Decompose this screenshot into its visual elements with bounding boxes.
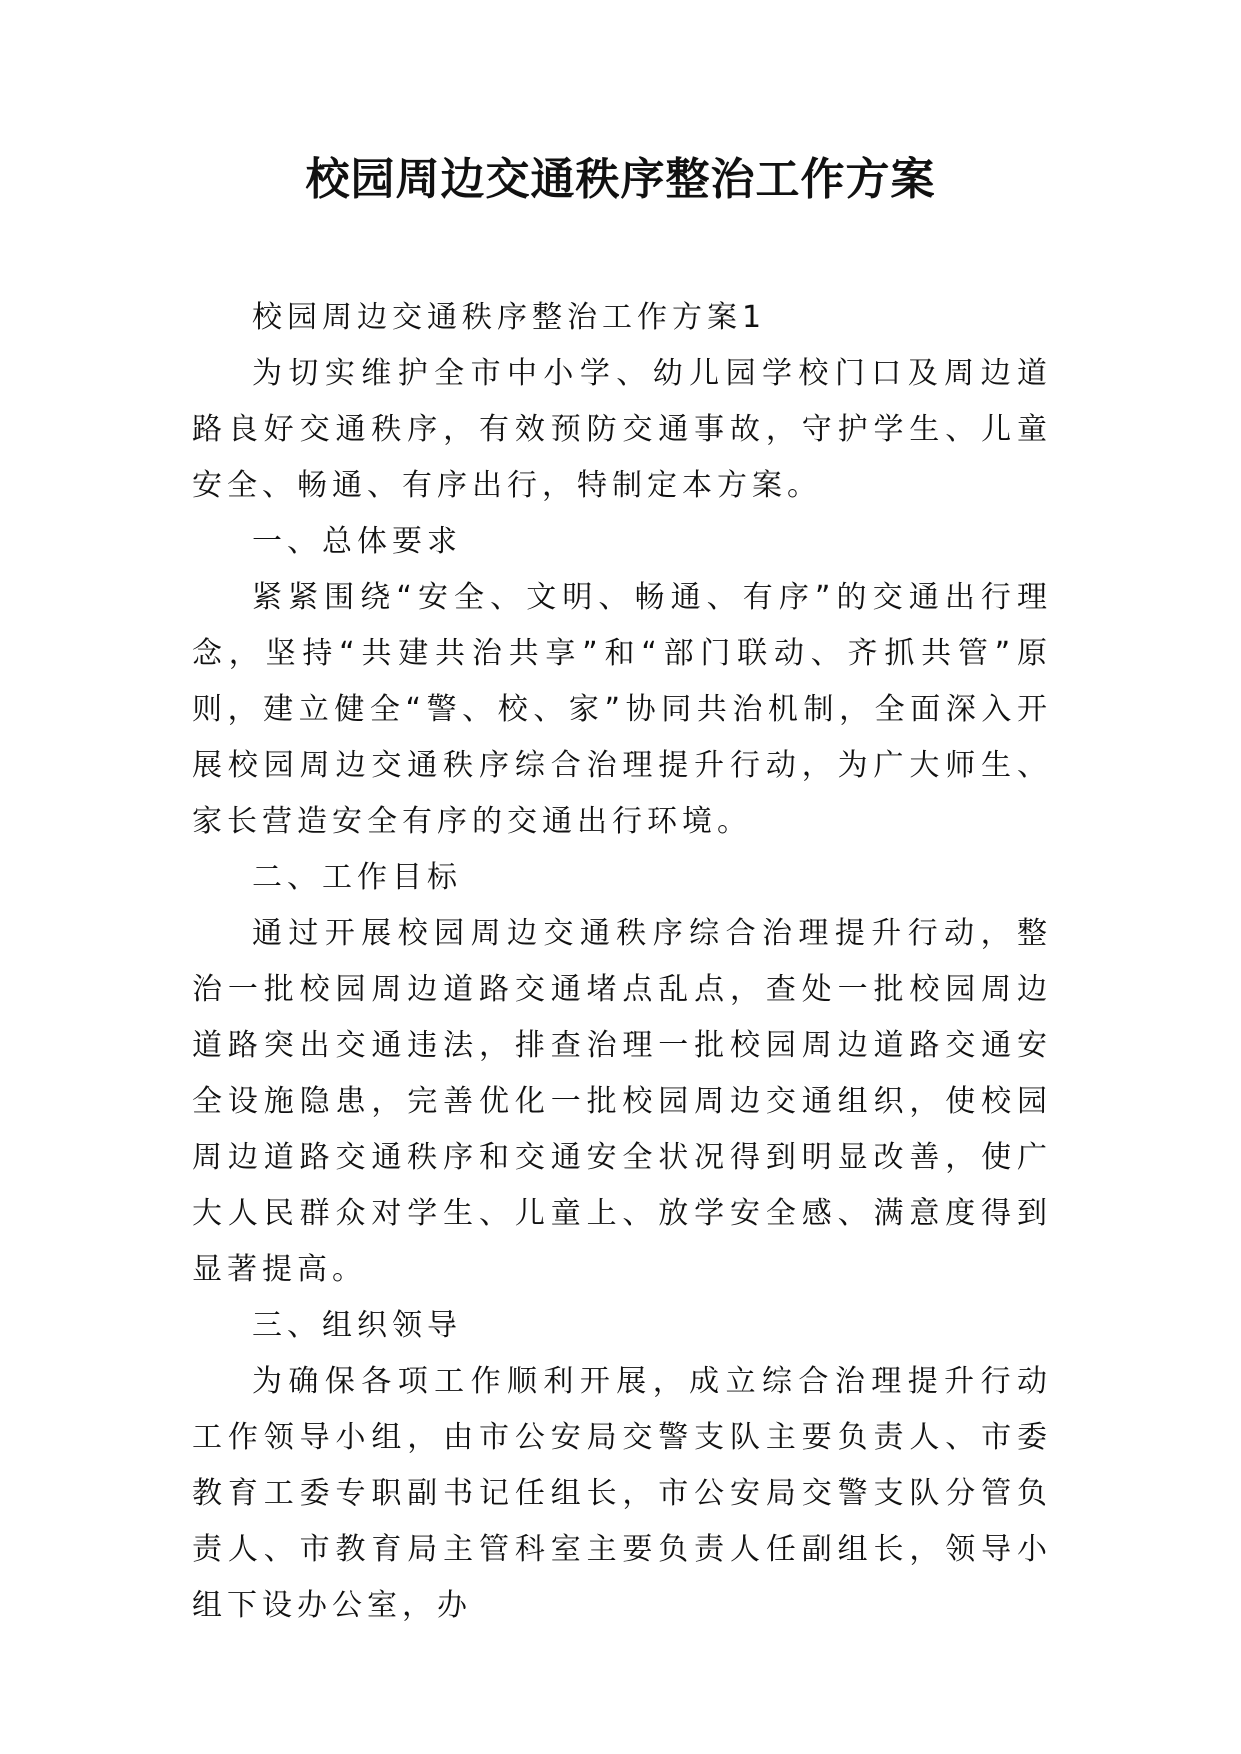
section-heading-work-goals: 二、工作目标 [252, 860, 462, 895]
paragraph-intro: 为切实维护全市中小学、幼儿园学校门口及周边道路良好交通秩序，有效预防交通事故，守护学生、儿童安全、畅通、有序出行，特制定本方案。 [192, 356, 1052, 503]
section-heading-organization: 三、组织领导 [252, 1308, 462, 1343]
section-heading-general-requirements: 一、总体要求 [252, 524, 462, 559]
paragraph-subtitle: 校园周边交通秩序整治工作方案1 [252, 300, 767, 335]
paragraph-general-requirements: 紧紧围绕“安全、文明、畅通、有序”的交通出行理念，坚持“共建共治共享”和“部门联动、齐抓共管”原则，建立健全“警、校、家”协同共治机制，全面深入开展校园周边交通秩序综合治理提升行动，为广大师生、家长营造安全有序的交通出行环境。 [192, 580, 1052, 839]
document-body [192, 290, 1052, 1634]
paragraph-work-goals: 通过开展校园周边交通秩序综合治理提升行动，整治一批校园周边道路交通堵点乱点，查处一批校园周边道路突出交通违法，排查治理一批校园周边道路交通安全设施隐患，完善优化一批校园周边交通组织，使校园周边道路交通秩序和交通安全状况得到明显改善，使广大人民群众对学生、儿童上、放学安全感、满意度得到显著提高。 [192, 916, 1052, 1287]
document-title: 校园周边交通秩序整治工作方案 [305, 154, 936, 205]
paragraph-organization: 为确保各项工作顺利开展，成立综合治理提升行动工作领导小组，由市公安局交警支队主要负责人、市委教育工委专职副书记任组长，市公安局交警支队分管负责人、市教育局主管科室主要负责人任副组长，领导小组下设办公室，办 [192, 1364, 1052, 1623]
